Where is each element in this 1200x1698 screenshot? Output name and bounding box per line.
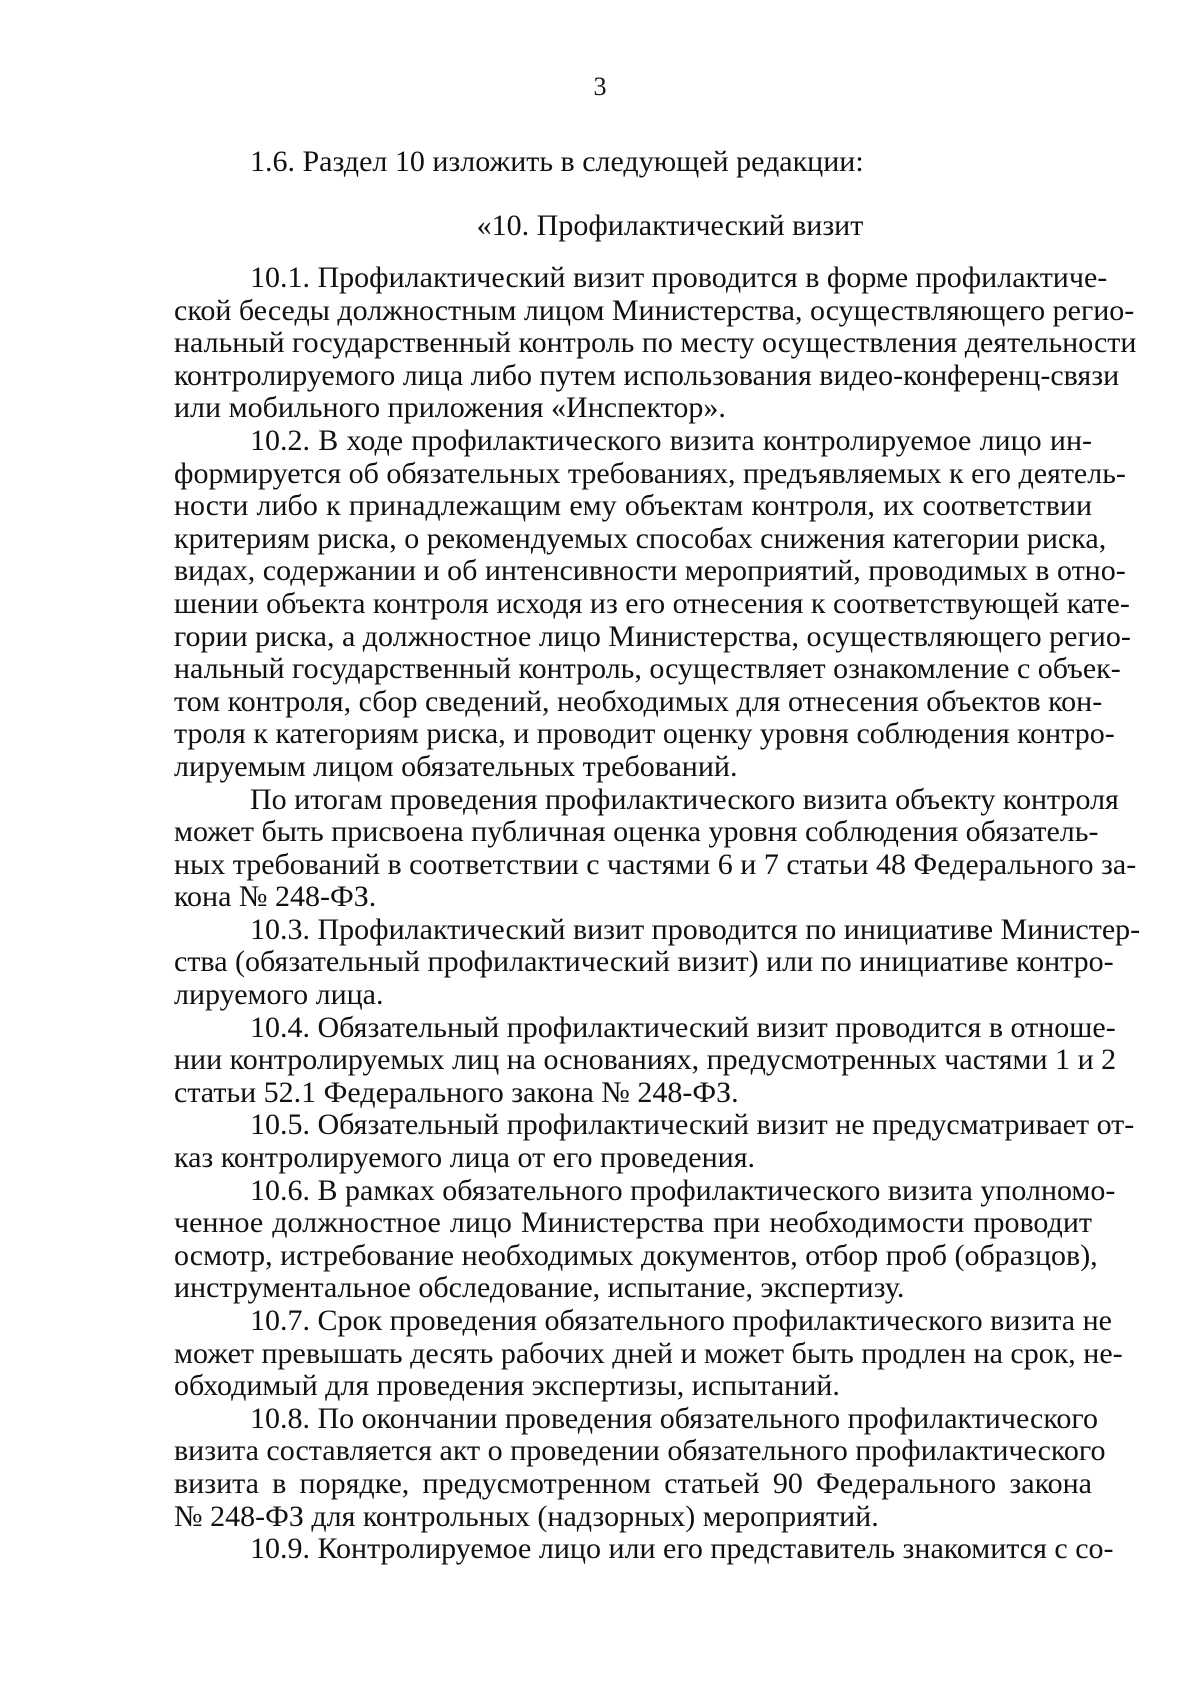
text-line: 10.3. Профилактический визит проводится по инициативе Министер-	[250, 912, 1141, 946]
text-line: ных требований в соответствии с частями 6 и 7 статьи 48 Федерального за-	[174, 847, 1137, 881]
text-line: инструментальное обследование, испытание, экспертизу.	[174, 1271, 905, 1305]
text-line: 10.2. В ходе профилактического визита контролируемое лицо ин-	[250, 423, 1092, 457]
paragraph	[174, 912, 1141, 1012]
paragraph	[174, 1401, 1106, 1533]
text-line: контролируемого лица либо путем использования видео-конференц-связи	[174, 358, 1120, 392]
amendment-intro: 1.6. Раздел 10 изложить в следующей редакции:	[250, 145, 864, 178]
text-line: осмотр, истребование необходимых документов, отбор проб (образцов),	[174, 1238, 1098, 1272]
text-line: видах, содержании и об интенсивности мероприятий, проводимых в отно-	[174, 554, 1126, 588]
text-line: нальный государственный контроль по месту осуществления деятельности	[174, 326, 1137, 360]
text-line: формируется об обязательных требованиях, предъявляемых к его деятель-	[174, 456, 1126, 490]
text-line: визита составляется акт о проведении обязательного профилактического	[174, 1434, 1106, 1468]
paragraph	[174, 1304, 1123, 1403]
text-line: может быть присвоена публичная оценка уровня соблюдения обязатель-	[174, 815, 1099, 849]
text-line: нальный государственный контроль, осуществляет ознакомление с объек-	[174, 652, 1121, 686]
text-line: 10.4. Обязательный профилактический визит проводится в отноше-	[250, 1010, 1116, 1044]
text-line: № 248-ФЗ для контрольных (надзорных) мероприятий.	[174, 1499, 879, 1533]
text-line: нии контролируемых лиц на основаниях, предусмотренных частями 1 и 2	[174, 1043, 1117, 1077]
paragraph	[174, 1010, 1117, 1110]
text-line: том контроля, сбор сведений, необходимых для отнесения объектов кон-	[174, 684, 1103, 718]
text-line: или мобильного приложения «Инспектор».	[174, 391, 726, 425]
paragraph	[174, 782, 1137, 914]
text-line: По итогам проведения профилактического визита объекту контроля	[250, 782, 1119, 816]
text-line: ской беседы должностным лицом Министерства, осуществляющего регио-	[174, 293, 1135, 327]
paragraph	[174, 1173, 1116, 1305]
text-line: лируемым лицом обязательных требований.	[174, 749, 738, 783]
text-line: лируемого лица.	[174, 978, 384, 1012]
section-title: «10. Профилактический визит	[476, 209, 864, 242]
text-line: троля к категориям риска, и проводит оценку уровня соблюдения контро-	[174, 717, 1115, 751]
text-line: кона № 248-ФЗ.	[174, 880, 377, 914]
section-body	[174, 261, 1141, 1566]
paragraph	[174, 1532, 1114, 1566]
text-line: может превышать десять рабочих дней и может быть продлен на срок, не-	[174, 1336, 1123, 1370]
text-line: 10.9. Контролируемое лицо или его представитель знакомится с со-	[250, 1532, 1114, 1566]
text-line: 10.6. В рамках обязательного профилактического визита уполномо-	[250, 1173, 1116, 1207]
text-line: 10.5. Обязательный профилактический визит не предусматривает от-	[250, 1108, 1135, 1142]
paragraph	[174, 261, 1137, 425]
text-line: статьи 52.1 Федерального закона № 248-ФЗ.	[174, 1075, 739, 1109]
text-line: 10.7. Срок проведения обязательного профилактического визита не	[250, 1304, 1112, 1337]
text-line: ства (обязательный профилактический визит) или по инициативе контро-	[174, 945, 1114, 979]
text-line: обходимый для проведения экспертизы, испытаний.	[174, 1369, 840, 1403]
text-line: ченное должностное лицо Министерства при необходимости проводит	[174, 1206, 1092, 1240]
paragraph	[174, 1108, 1135, 1175]
text-line: гории риска, а должностное лицо Министерства, осуществляющего регио-	[174, 619, 1131, 653]
text-line: визита в порядке, предусмотренном статьей 90 Федерального закона	[174, 1466, 1092, 1500]
text-line: шении объекта контроля исходя из его отнесения к соответствующей кате-	[174, 586, 1130, 620]
paragraph	[174, 423, 1131, 784]
text-line: критериям риска, о рекомендуемых способах снижения категории риска,	[174, 521, 1107, 555]
text-line: 10.1. Профилактический визит проводится в форме профилактиче-	[250, 261, 1108, 294]
page-number: 3	[593, 72, 607, 101]
text-line: 10.8. По окончании проведения обязательного профилактического	[250, 1401, 1098, 1435]
text-line: ности либо к принадлежащим ему объектам контроля, их соответствии	[174, 489, 1092, 523]
text-line: каз контролируемого лица от его проведения.	[174, 1141, 756, 1175]
